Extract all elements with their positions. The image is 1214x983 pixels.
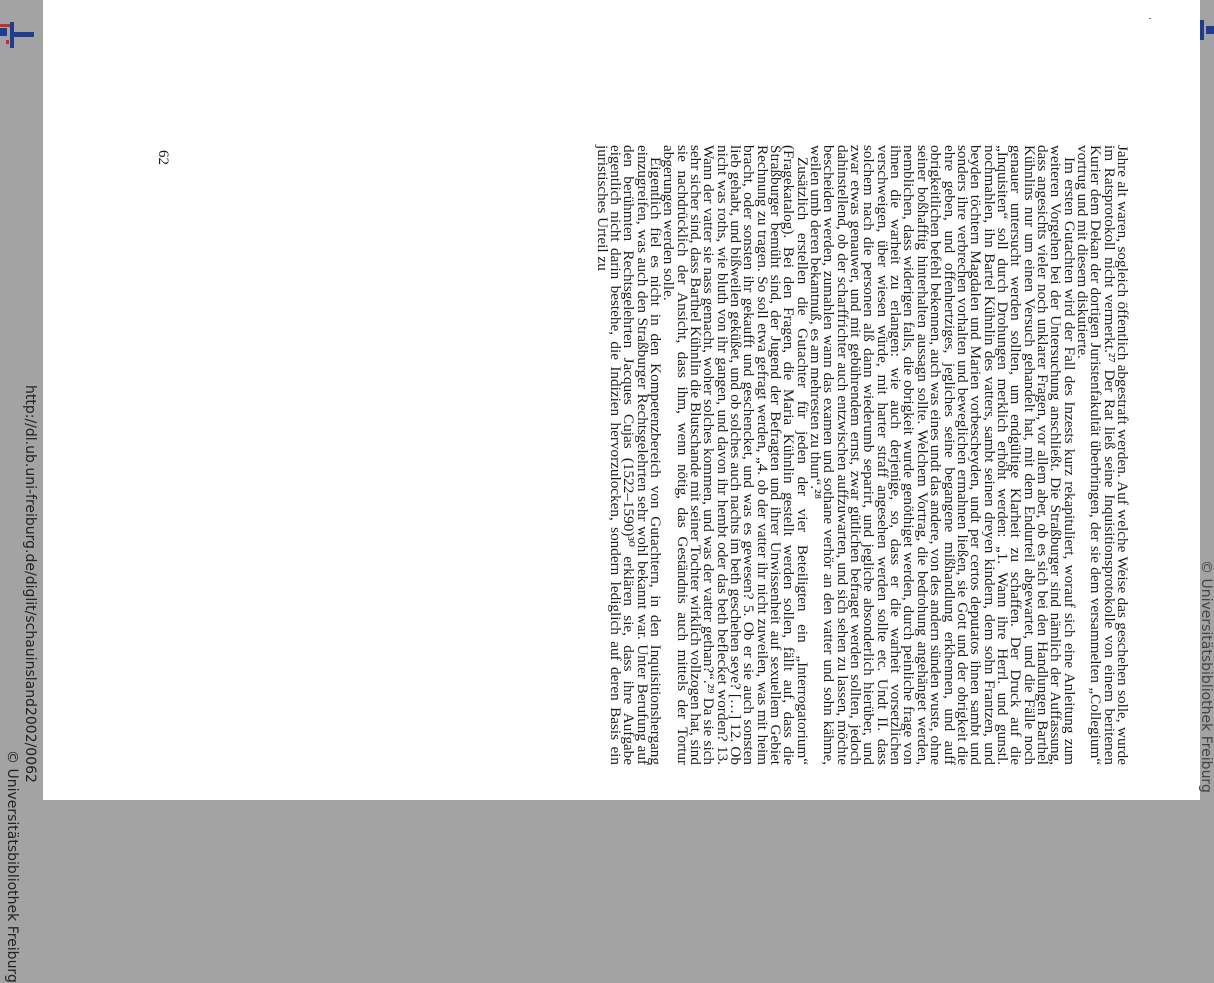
source-url-label: http://dl.ub.uni-freiburg.de/diglit/schauinsland2002/0062 xyxy=(22,385,38,783)
paragraph: Jahre alt waren, sogleich öffentlich abgestraft werden. Auf welche Weise das geschehen solle, wurde im Ratsprotokoll nicht vermerkt.²⁷ Der Rat ließ seine Inquisitionsprotokolle von einem beritenen Kurier dem Dekan der dortigen Juristenfakultät überbringen, der sie dem versammelten „Collegium“ vortrug und mit diesem diskutierte. xyxy=(1073,145,1131,765)
scanned-page xyxy=(43,0,1200,800)
copyright-label-left: © Universitätsbibliothek Freiburg xyxy=(4,750,20,983)
paragraph: Zusätzlich erstellen die Gutachter für jeden der vier Beteiligten ein „Interrogatorium“ (Fragekatalog). Bei den Fragen, die Maria Kühnlin gestellt werden sollen, fällt auf, dass die Straßburger bemüht sind, der Jugend der Befragten und ihrer Unwissenheit auf sexuellem Gebiet Rechnung zu tragen. So soll etwa gefragt werden, „4. ob der vatter ihr nicht zuweilen, was mit heim bracht, oder sonsten ihr gekaufft und geschencket, und was es gewesen? 5. Ob er sie auch sonsten lieb gehabt, und bißweilen geküßet, und ob solches auch nachts im beth geschehen seye? […] 12. Ob nicht was roths, wie bluth von ihr gangen, und davon ihr hembt oder das beth beflecket worden? 13. Wann der vatter sie nass gemacht, woher solches kommen, und was der vatter gethan?“.²⁹ Da sie sich sehr sicher sind, dass Barthel Kühnlin die Blutschande mit seiner Tochter wirklich vollzogen hat, sind sie nachdrücklich der Ansicht, dass ihm, wenn nötig, das Geständnis auch mittels der Tortur abgerungen werden solle. xyxy=(660,145,811,765)
paragraph: Eigentlich fiel es nicht in den Kompetenzbereich von Gutachtern, in den Inquisitionshergang einzugreifen, was auch den Straßburger Rechtsgelehrten sehr wohl bekannt war. Unter Berufung auf den berühmten Rechtsgelehrten Jacques Cujas (1522–1590)³⁰ erklären sie, dass ihre Aufgabe eigentlich nicht darin bestehe, die Indizien hervorzulocken, sondern lediglich auf deren Basis ein juristisches Urteil zu xyxy=(593,145,664,765)
left-sidebar xyxy=(0,0,43,983)
rotated-page-content xyxy=(155,145,1131,765)
paragraph: Im ersten Gutachten wird der Fall des Inzests kurz rekapituliert, worauf sich eine Anleitung zum weiteren Vorgehen bei der Untersuchung anschließt. Die Straßburger sind nämlich der Auffassung, dass angesichts vieler noch unklarer Fragen, vor allem aber, ob es sich bei den Handlungen Barthel Kühnlins nur um einen Versuch gehandelt hat, mit dem Endurteil abgewartet, und die Fälle noch genauer untersucht werden sollten, um endgültige Klarheit zu schaffen. Der Druck auf die „Inquisiten“ soll durch Drohungen merklich erhöht werden: „1. Wann ihre Herrl. und gunstl. nochmahlen, ihn Bartel Kühnlin des vatters, sambt seinen dreyen kindern, dem sohn Frantzen, und beyden töchtern Magdalen und Marien vorbescheyden, undt per certos deputatos ihnen sambt und sonders ihre verbrechen vorhalten und beweglichen ermahnen ließen, sie Gott und der obrigkeit die ehre geben, und offenhertziges, jegliches seine begangene mißhandlung erkhennen, und auff obrigkeitlichen befehl bekennen, auch was eines undt das andere, von des andern sünden wuste, ohne seiner boßhafftig hinterhalten aussagn sollte. Welchem Vortrag, die bedrohung angehänget werden, nemblichen, dass widerigen falls, die obrigkeit wurde genöthiget werden, durch peinliche frage von ihnen die warheit zu erlangen: wie auch derjenige, so, dass er die warheit vorsetzlichen verschweigen, über wiesen würde, mit harter straff angesehen werden sollte etc. Undt II. dass solchem nach die personen alß dann wiederumb separirt, und jegliche absonderlich hierüber, und zwar etwas genauwer, und mit gebührendem ernst, zwar gütlichen befraget werden sollten, jedoch dahinstellend, ob der scharffrichter auch entzwischen auffzuwarten, und sich sehen zu lassen, möchte bescheiden werden, zumahlen wann das examen und sothane verhör an den vatter und sohn kähme, weilen umb deren bekantnuß, es am mehresten zu thun“.²⁸ xyxy=(807,145,1078,765)
library-logo-right-icon xyxy=(1200,20,1214,40)
library-logo-icon xyxy=(0,22,34,48)
right-sidebar xyxy=(1200,0,1214,800)
page-number: 62 xyxy=(155,150,171,165)
page-body-text xyxy=(595,145,1129,765)
copyright-label-right: © Universitätsbibliothek Freiburg xyxy=(1198,560,1214,793)
